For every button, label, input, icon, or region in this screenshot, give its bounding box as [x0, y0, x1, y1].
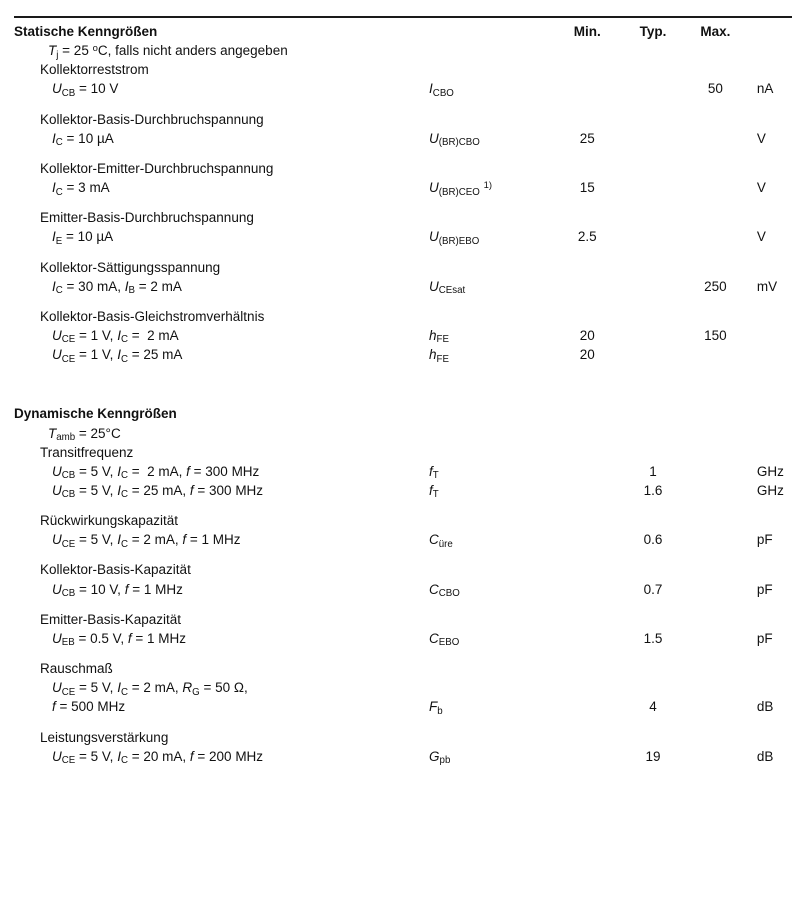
spec-title: Kollektor-Sättigungsspannung	[40, 259, 221, 275]
spec-title: Emitter-Basis-Kapazität	[40, 611, 182, 627]
spec-title: Kollektor-Emitter-Durchbruchspannung	[40, 160, 274, 176]
spacer-cell	[429, 424, 554, 443]
spec-min	[554, 560, 620, 598]
spec-title: Leistungsverstärkung	[40, 729, 169, 745]
column-header-min: Min.	[573, 24, 601, 39]
spec-unit: V	[756, 180, 766, 196]
spec-symbol: $I_{CBO}$	[429, 81, 454, 99]
spec-max	[686, 159, 745, 197]
spec-condition-2: $U_{CE} = 1$ V, $I_C = 25$ mA	[52, 347, 183, 365]
spec-typ	[620, 110, 686, 148]
section-title-static: Statische Kenngrößen	[14, 24, 158, 39]
section-condition-dynamic	[14, 424, 792, 443]
spec-symbol: $U_{(BR)EBO}$	[429, 229, 480, 247]
row-gap	[14, 296, 792, 307]
spacer-cell	[620, 424, 686, 443]
spec-unit: pF	[756, 532, 773, 548]
symbol-header-spacer	[429, 22, 554, 41]
spec-title: Transitfrequenz	[40, 444, 134, 460]
spec-typ	[620, 159, 686, 197]
spec-symbol: $C_{EBO}$	[429, 630, 460, 649]
spec-condition: $U_{CE} = 5$ V, $I_C = 2$ mA, f = 1 MHz	[52, 532, 241, 550]
spec-row	[14, 560, 792, 598]
row-gap	[14, 500, 792, 511]
row-gap	[14, 599, 792, 610]
column-header-unit	[745, 22, 792, 41]
spec-unit: dB	[756, 748, 774, 764]
column-header-typ: Typ.	[639, 24, 667, 39]
spec-min	[554, 610, 620, 648]
section-condition-text-static: $T_j = 25$ $^o$C, falls nicht anders angegeben	[48, 43, 288, 61]
spec-row	[14, 511, 792, 549]
section-header-static	[14, 22, 792, 41]
spacer-cell	[686, 424, 745, 443]
row-gap	[14, 197, 792, 208]
spec-typ	[620, 208, 686, 246]
spec-description	[14, 258, 429, 296]
spec-min	[554, 728, 620, 766]
spec-condition: $U_{CB} = 10$ V, f = 1 MHz	[52, 581, 183, 600]
spec-description	[14, 159, 429, 197]
spec-max	[686, 560, 745, 598]
spec-min	[554, 258, 620, 296]
spec-typ: 1.5	[643, 630, 663, 646]
spec-condition: $U_{CB} = 10$ V	[52, 81, 119, 99]
spec-description	[14, 60, 429, 98]
row-gap	[14, 648, 792, 659]
spec-typ	[620, 60, 686, 98]
spacer-cell	[554, 424, 620, 443]
spec-row	[14, 307, 792, 364]
spec-unit: GHz GHz	[756, 463, 784, 498]
spec-max	[686, 110, 745, 148]
spec-title: Kollektor-Basis-Kapazität	[40, 562, 191, 578]
spec-max: 250	[704, 278, 727, 294]
row-gap	[14, 247, 792, 258]
spec-max	[686, 728, 745, 766]
spec-condition-2: f = 500 MHz	[52, 699, 126, 715]
spec-title: Emitter-Basis-Durchbruchspannung	[40, 210, 254, 226]
spec-symbol: $C_{CBO}$	[429, 581, 460, 600]
spec-title: Kollektor-Basis-Durchbruchspannung	[40, 111, 264, 127]
spec-title: Rückwirkungskapazität	[40, 513, 179, 529]
spec-row	[14, 659, 792, 716]
spec-typ	[620, 307, 686, 364]
spacer-cell	[745, 424, 792, 443]
spec-max: 50	[707, 81, 723, 97]
spacer-cell	[686, 41, 745, 60]
header-rule	[14, 16, 792, 18]
spec-min	[554, 659, 620, 716]
spec-symbol: $U_{(BR)CEO}$ $^{1)}$	[429, 180, 492, 198]
spec-description	[14, 728, 429, 766]
spacer-cell	[745, 404, 792, 423]
spacer-cell	[554, 41, 620, 60]
spec-title: Rauschmaß	[40, 661, 113, 677]
spec-min: 2.5	[577, 229, 597, 245]
row-gap	[14, 549, 792, 560]
section-gap	[14, 364, 792, 404]
spec-description	[14, 443, 429, 500]
spec-row	[14, 110, 792, 148]
spec-description	[14, 610, 429, 648]
spec-condition: $U_{CE} = 5$ V, $I_C = 20$ mA, f = 200 MHz	[52, 748, 264, 767]
spec-symbol: $G_{pb}$	[429, 748, 451, 767]
spec-symbol: $f_T$ $f_T$	[429, 463, 439, 501]
row-gap	[14, 148, 792, 159]
spec-condition: $U_{EB} = 0.5$ V, f = 1 MHz	[52, 630, 187, 649]
spec-unit: mV	[756, 278, 778, 294]
spec-row	[14, 208, 792, 246]
spec-max	[686, 511, 745, 549]
spec-symbol: $h_{FE}$ $h_{FE}$	[429, 328, 449, 365]
spec-condition: $I_E = 10$ µA	[52, 229, 114, 247]
spacer-cell	[620, 404, 686, 423]
spec-description	[14, 659, 429, 716]
spec-typ: 19	[645, 748, 661, 764]
spacer-cell	[429, 404, 554, 423]
spec-min: 15	[579, 180, 595, 196]
spec-condition-2: $U_{CB} = 5$ V, $I_C = 25$ mA, f = 300 MHz	[52, 482, 264, 501]
spec-condition: $U_{CE} = 5$ V, $I_C = 2$ mA, $R_G = 50$ Ω,	[52, 680, 248, 698]
spec-row	[14, 610, 792, 648]
spec-min: 20 20	[579, 328, 595, 363]
spec-unit: pF	[756, 581, 773, 597]
section-condition-text-dynamic: $T_{amb} = 25^\circ C$	[48, 425, 121, 443]
spec-condition: $I_C = 3$ mA	[52, 180, 110, 198]
spec-description	[14, 560, 429, 598]
section-condition-static	[14, 41, 792, 60]
spec-symbol: $U_{CEsat}$	[429, 278, 466, 297]
spec-symbol: $C_{üre}$	[429, 532, 453, 550]
spec-row	[14, 159, 792, 197]
spec-max	[686, 443, 745, 500]
spec-unit: V	[756, 130, 766, 146]
spec-typ: 4	[649, 699, 657, 715]
spec-row	[14, 258, 792, 296]
spec-min	[554, 443, 620, 500]
spec-row	[14, 60, 792, 98]
section-title-dynamic: Dynamische Kenngrößen	[14, 406, 177, 422]
spec-max: 150	[704, 328, 727, 344]
spec-max	[686, 610, 745, 648]
spec-condition: $U_{CE} = 1$ V, $I_C = 2$ mA	[52, 328, 179, 346]
spec-symbol: $U_{(BR)CBO}$	[429, 130, 480, 149]
section-header-dynamic	[14, 404, 792, 423]
spec-description	[14, 208, 429, 246]
spec-max	[686, 208, 745, 246]
spacer-cell	[620, 41, 686, 60]
spec-symbol: $F_b$	[429, 699, 443, 717]
spec-condition: $I_C = 10$ µA	[52, 130, 114, 149]
spacer-cell	[686, 404, 745, 423]
spec-min	[554, 60, 620, 98]
spec-condition: $U_{CB} = 5$ V, $I_C = 2$ mA, f = 300 MHz	[52, 463, 260, 482]
spec-unit: pF	[756, 630, 773, 646]
spec-max	[686, 659, 745, 716]
spec-min	[554, 511, 620, 549]
spec-description	[14, 110, 429, 148]
spacer-cell	[745, 41, 792, 60]
spec-unit: nA	[756, 81, 774, 97]
spec-condition: $I_C = 30$ mA, $I_B = 2$ mA	[52, 278, 182, 297]
spec-typ: 0.7	[643, 581, 663, 597]
spec-unit: dB	[756, 699, 774, 715]
spec-title: Kollektor-Basis-Gleichstromverhältnis	[40, 308, 265, 324]
specifications-table	[14, 22, 792, 766]
spec-typ	[620, 258, 686, 296]
spec-title: Kollektorreststrom	[40, 62, 149, 78]
spec-description	[14, 511, 429, 549]
spec-min: 25	[579, 130, 595, 146]
column-header-max: Max.	[700, 24, 731, 39]
spec-description	[14, 307, 429, 364]
spacer-cell	[429, 41, 554, 60]
spacer-cell	[554, 404, 620, 423]
row-gap	[14, 717, 792, 728]
spec-row	[14, 728, 792, 766]
spec-unit	[745, 307, 792, 364]
spec-typ: 0.6	[643, 532, 663, 548]
spec-row	[14, 443, 792, 500]
row-gap	[14, 99, 792, 110]
spec-typ: 1 1.6	[643, 463, 663, 498]
spec-unit: V	[756, 229, 766, 245]
